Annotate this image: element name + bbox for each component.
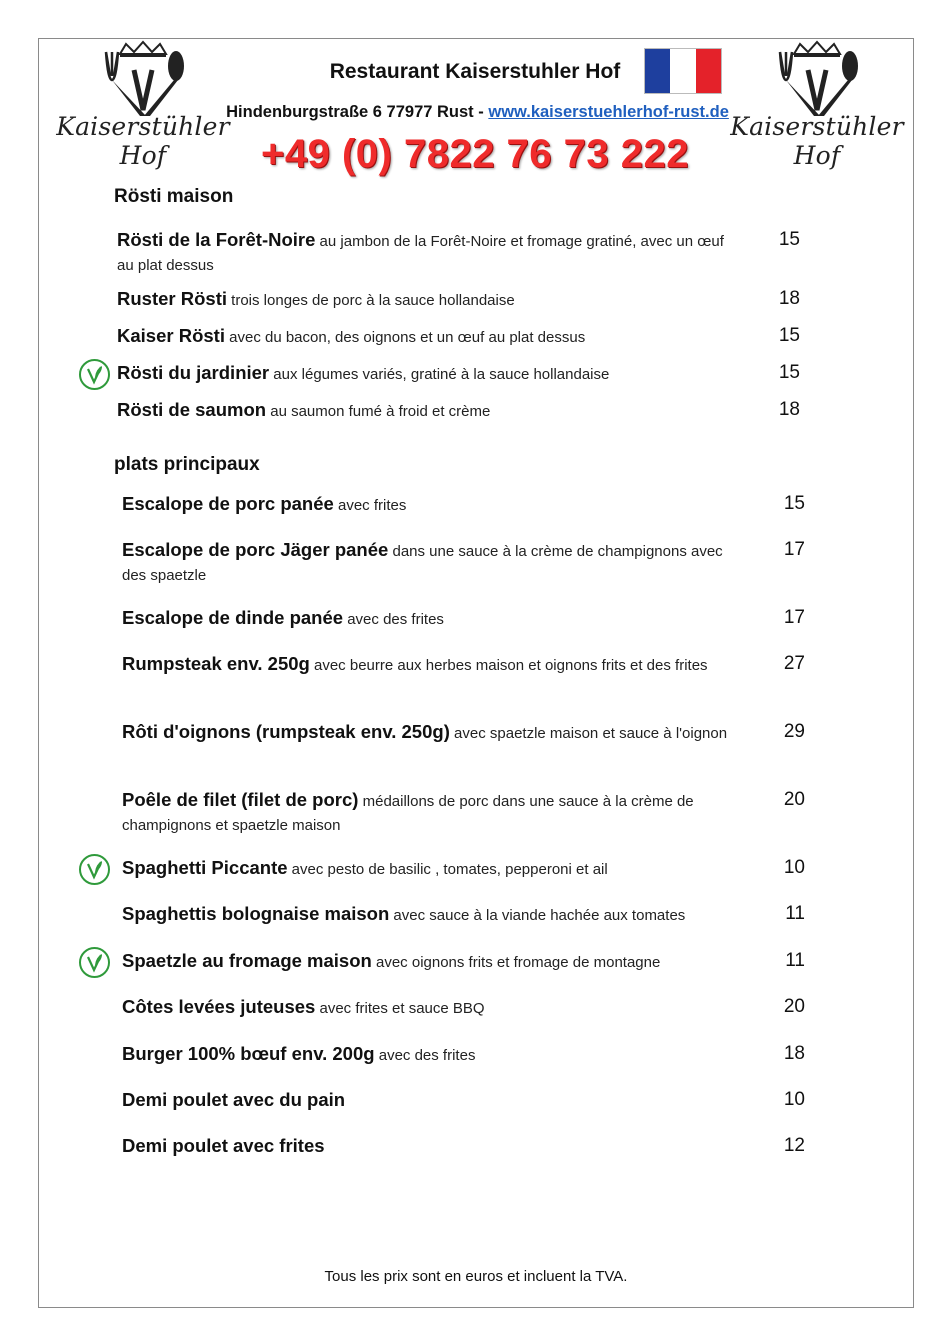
vegetarian-leaf-icon [79, 854, 110, 885]
menu-item-price: 15 [778, 229, 800, 250]
menu-item-name: Côtes levées juteuses [122, 996, 316, 1017]
menu-item-price: 18 [783, 1043, 805, 1064]
menu-item [122, 949, 742, 975]
flag-stripe-blue [645, 49, 670, 93]
menu-item-description: avec des frites [374, 1047, 476, 1064]
menu-item-price: 15 [778, 362, 800, 383]
menu-item-name: Demi poulet avec du pain [122, 1089, 346, 1110]
menu-item-name: Spaghetti Piccante [122, 857, 288, 878]
menu-item-description: avec spaetzle maison et sauce à l'oignon [449, 725, 728, 742]
menu-item-description: avec frites et sauce BBQ [315, 1000, 485, 1017]
flag-stripe-white [670, 49, 695, 93]
menu-item-price: 12 [783, 1135, 805, 1156]
menu-item-price: 20 [783, 996, 805, 1017]
menu-item-description: avec oignons frits et fromage de montagne [371, 954, 661, 971]
menu-item [117, 361, 737, 387]
menu-item-description: au saumon fumé à froid et crème [266, 403, 491, 420]
menu-item [122, 1042, 742, 1068]
menu-item-name: Escalope de porc Jäger panée [122, 539, 389, 560]
menu-item-price: 15 [783, 493, 805, 514]
menu-item-price: 15 [778, 325, 800, 346]
menu-item-description: avec des frites [343, 611, 444, 628]
vegetarian-leaf-icon [79, 359, 110, 390]
menu-item-description: trois longes de porc à la sauce hollandaise [227, 292, 515, 309]
logo-left [48, 40, 238, 170]
menu-item-price: 18 [778, 399, 800, 420]
logo-text: Kaiserstühler Hof [56, 112, 230, 170]
menu-item [122, 902, 742, 928]
menu-item-name: Escalope de dinde panée [122, 607, 344, 628]
menu-item-description: avec frites [333, 497, 407, 514]
menu-item-name: Rösti de la Forêt-Noire [117, 229, 316, 250]
menu-item-price: 11 [785, 903, 805, 924]
menu-item [122, 720, 742, 746]
menu-item-name: Spaetzle au fromage maison [122, 950, 372, 971]
menu-item-price: 29 [783, 721, 805, 742]
logo-right [722, 40, 912, 170]
menu-item [117, 398, 737, 424]
menu-item [122, 652, 742, 678]
menu-item-name: Spaghettis bolognaise maison [122, 903, 390, 924]
menu-item-price: 11 [785, 950, 805, 971]
menu-item [122, 538, 742, 588]
website-link[interactable]: www.kaiserstuehlerhof-rust.de [488, 103, 729, 121]
phone-number[interactable]: +49 (0) 7822 76 73 222 [260, 132, 689, 176]
footer-note: Tous les prix sont en euros et incluent la TVA. [324, 1268, 628, 1285]
menu-item-price: 10 [783, 857, 805, 878]
menu-item-price: 18 [778, 288, 800, 309]
menu-item-description: au jambon de la Forêt-Noire et fromage gratiné, avec un œuf au plat dessus [117, 233, 724, 274]
menu-item-name: Kaiser Rösti [117, 325, 225, 346]
flag-stripe-red [696, 49, 721, 93]
menu-item-description: avec sauce à la viande hachée aux tomates [389, 907, 686, 924]
menu-item [122, 995, 742, 1021]
menu-item-name: Demi poulet avec frites [122, 1135, 325, 1156]
french-flag-icon[interactable] [644, 48, 722, 94]
menu-item [122, 606, 742, 632]
menu-item-name: Poêle de filet (filet de porc) [122, 789, 359, 810]
menu-item-name: Rumpsteak env. 250g [122, 653, 310, 674]
menu-item [117, 287, 737, 313]
menu-item-description: dans une sauce à la crème de champignons avec des spaetzle [122, 543, 723, 584]
vegetarian-leaf-icon [79, 947, 110, 978]
section-title-plats: plats principaux [114, 454, 260, 475]
logo-text: Kaiserstühler Hof [730, 112, 904, 170]
menu-item-price: 17 [783, 607, 805, 628]
menu-item [122, 788, 742, 838]
menu-item-price: 20 [783, 789, 805, 810]
menu-item-name: Ruster Rösti [117, 288, 227, 309]
menu-item-price: 27 [783, 653, 805, 674]
menu-item [122, 1088, 742, 1114]
menu-item-name: Rösti du jardinier [117, 362, 270, 383]
menu-item-price: 17 [783, 539, 805, 560]
menu-item [117, 228, 737, 278]
menu-item-name: Burger 100% bœuf env. 200g [122, 1043, 375, 1064]
menu-item-description: avec pesto de basilic , tomates, pepperoni et ail [287, 861, 608, 878]
menu-item-description: avec du bacon, des oignons et un œuf au plat dessus [224, 329, 586, 346]
menu-item [122, 856, 742, 882]
menu-item-name: Escalope de porc panée [122, 493, 334, 514]
menu-item [117, 324, 737, 350]
section-title-rosti: Rösti maison [114, 186, 234, 207]
menu-item-name: Rôti d'oignons (rumpsteak env. 250g) [122, 721, 450, 742]
menu-item-name: Rösti de saumon [117, 399, 267, 420]
menu-item-description: médaillons de porc dans une sauce à la crème de champignons et spaetzle maison [122, 793, 694, 834]
address-text: Hindenburgstraße 6 77977 Rust - [226, 103, 489, 121]
restaurant-title: Restaurant Kaiserstuhler Hof [329, 60, 621, 83]
menu-item-price: 10 [783, 1089, 805, 1110]
menu-item-description: aux légumes variés, gratiné à la sauce hollandaise [269, 366, 610, 383]
menu-item [122, 1134, 742, 1160]
address-line [200, 103, 755, 122]
menu-item [122, 492, 742, 518]
menu-item-description: avec beurre aux herbes maison et oignons frits et des frites [309, 657, 708, 674]
